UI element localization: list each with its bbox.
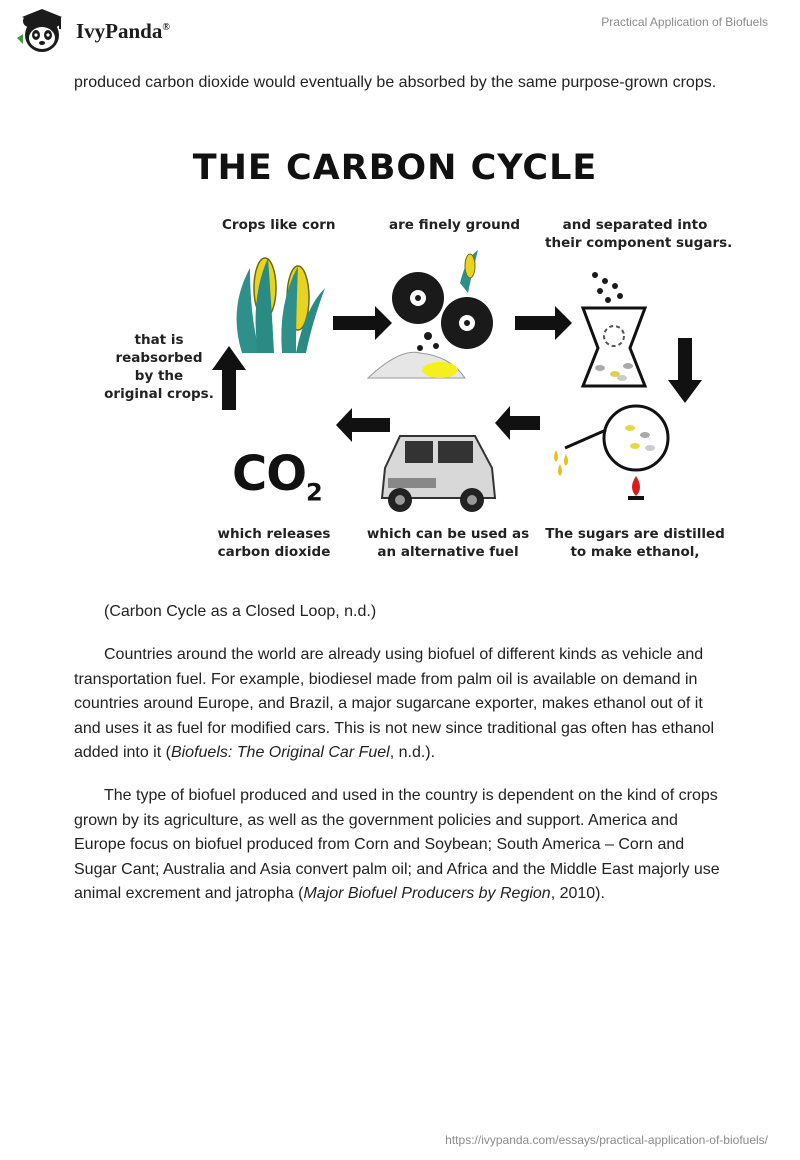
arrow-right-icon xyxy=(515,306,572,340)
label-separated: and separated into their component sugars. xyxy=(545,217,733,251)
paragraph-vehicle-fuel: Countries around the world are already using biofuel of different kinds as vehicle and transportation fuel. For example, biodiesel made from palm oil is available on demand in countries around Europe, and Brazil, a major sugarcane exporter, makes ethanol out of it and uses it as fuel for modified cars. This is not new since traditional gas often has ethanol added into it (Biofuels: The Original Car Fuel, n.d.). xyxy=(74,646,715,761)
arrow-left-icon xyxy=(336,408,390,442)
label-releases: which releases carbon dioxide xyxy=(217,526,331,560)
citation: Major Biofuel Producers by Region xyxy=(303,885,551,902)
arrow-right-icon xyxy=(333,306,392,340)
label-reabsorbed: that is reabsorbed by the original crops. xyxy=(104,332,214,402)
figure-title: THE CARBON CYCLE xyxy=(192,148,598,188)
separation-flask-icon xyxy=(583,272,645,386)
distiller-icon xyxy=(554,406,668,500)
label-fuel: which can be used as an alternative fuel xyxy=(366,526,530,560)
figure-caption: (Carbon Cycle as a Closed Loop, n.d.) xyxy=(104,603,377,620)
grinder-gears-icon xyxy=(368,250,493,378)
paragraph-regional-crops: The type of biofuel produced and used in the country is dependent on the kind of crops grown by its agriculture, as well as the government policies and support. America and Europe focus on biofuel produced from Corn and Soybean; South America – Corn and Sugar Cant; Australia and Asia convert palm oil; and Africa and the Middle East majorly use animal excrement and jatropha (Major Biofuel Producers by Region, 2010). xyxy=(74,787,720,902)
page-header xyxy=(0,0,800,60)
logo-text: IvyPanda® xyxy=(76,18,170,43)
carbon-cycle-figure xyxy=(100,148,733,578)
citation: Biofuels: The Original Car Fuel xyxy=(170,744,390,761)
arrow-left-icon xyxy=(495,406,540,440)
co2-label: $CO_2$ xyxy=(232,446,322,507)
logo[interactable] xyxy=(14,8,170,54)
suv-car-icon xyxy=(382,436,495,512)
panda-logo-icon xyxy=(14,8,72,54)
label-crops: Crops like corn xyxy=(222,217,336,233)
intro-paragraph: produced carbon dioxide would eventually be absorbed by the same purpose-grown crops. xyxy=(74,74,717,91)
source-url[interactable]: https://ivypanda.com/essays/practical-application-of-biofuels/ xyxy=(445,1133,768,1147)
corn-icon xyxy=(237,258,325,353)
label-ground: are finely ground xyxy=(389,217,521,233)
arrow-down-icon xyxy=(668,338,702,403)
document-title: Practical Application of Biofuels xyxy=(601,15,768,29)
label-distilled: The sugars are distilled to make ethanol, xyxy=(545,526,725,560)
